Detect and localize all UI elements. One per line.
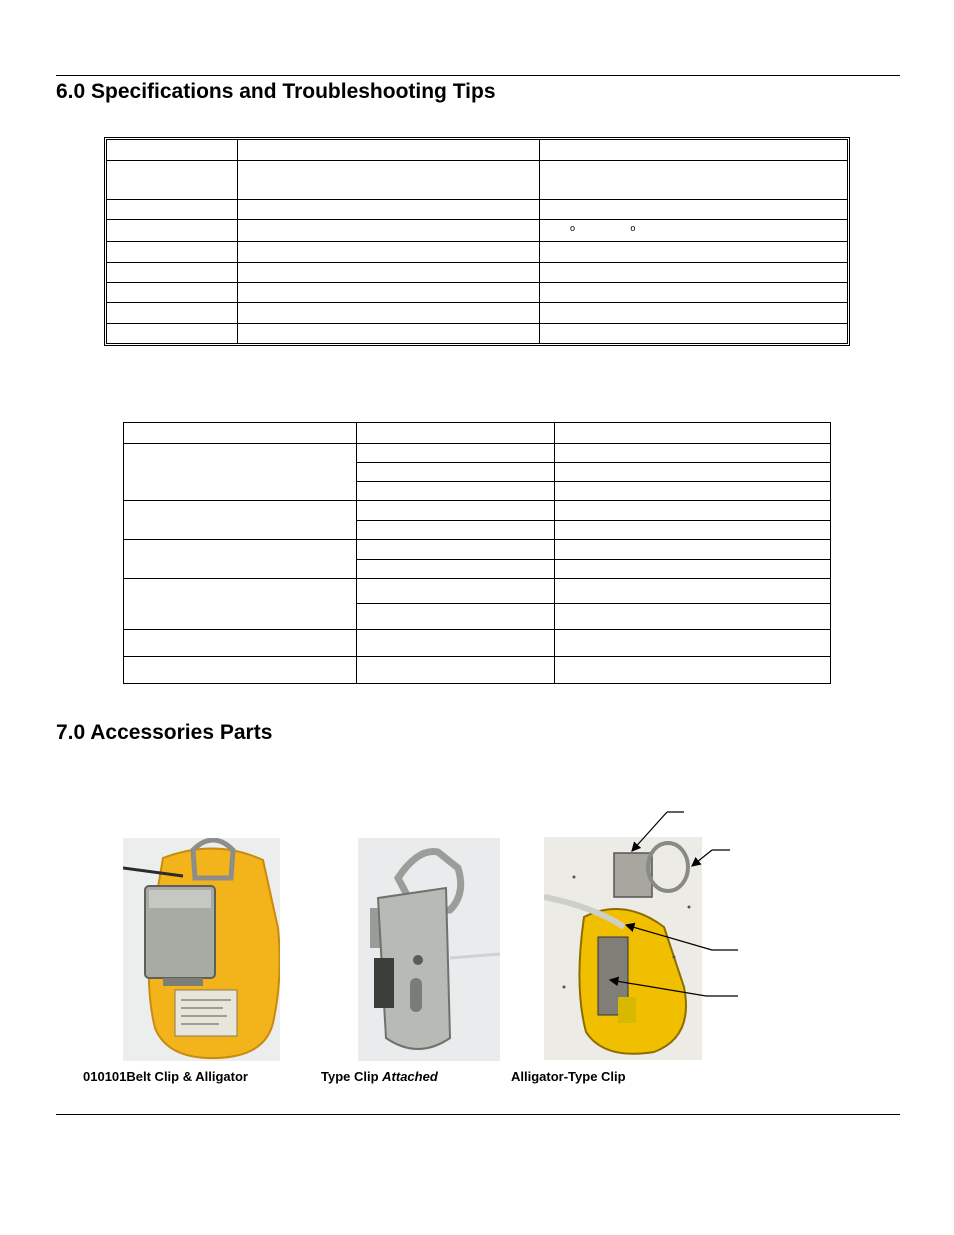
pointer-ring <box>692 850 730 866</box>
caption-alligator-type-clip: Alligator-Type Clip <box>511 1069 626 1084</box>
pointer-clip-plate <box>632 812 684 851</box>
bottom-rule <box>56 1114 900 1115</box>
section-title-specifications: 6.0 Specifications and Troubleshooting Tips <box>56 80 496 103</box>
pointer-clip-body <box>610 980 738 996</box>
caption-belt-clip: 010101Belt Clip & Alligator <box>83 1069 248 1084</box>
pointer-clip-top <box>626 925 738 950</box>
degree-mark: o <box>630 222 636 233</box>
section-title-accessories: 7.0 Accessories Parts <box>56 721 273 744</box>
degree-mark: o <box>570 222 576 233</box>
caption-type-clip-attached: Type Clip Attached <box>321 1069 438 1084</box>
